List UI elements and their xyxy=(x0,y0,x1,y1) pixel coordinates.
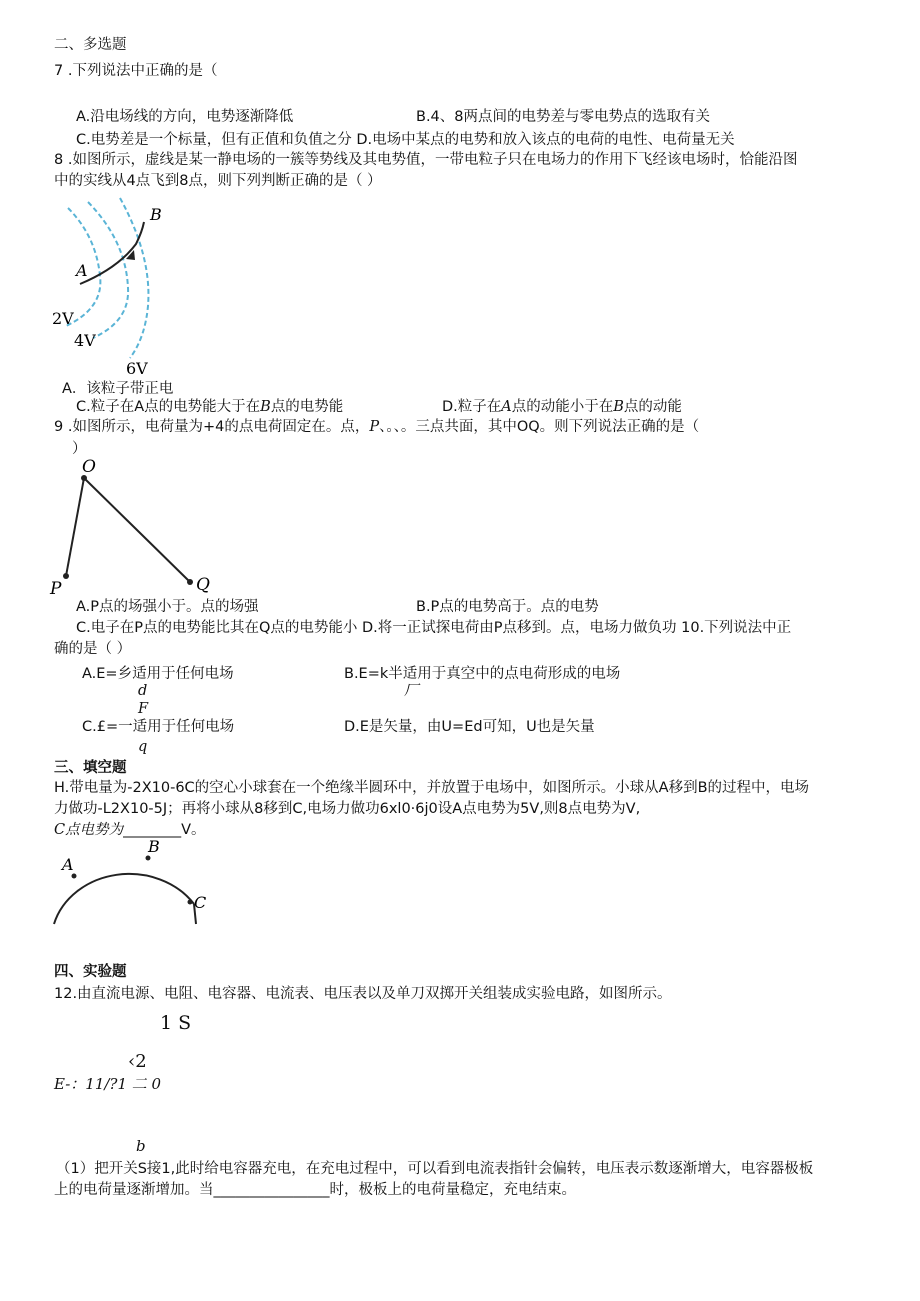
q11-stem-line3: C点电势为________V。 xyxy=(54,822,206,838)
q8-stem-line1: 8 .如图所示，虚线是某一静电场的一簇等势线及其电势值，一带电粒子只在电场力的作用下飞经该电场时，恰能沿图 xyxy=(54,152,798,168)
q10-option-b: B.E=k半适用于真空中的点电荷形成的电场 xyxy=(344,666,621,682)
q10-option-a: A.E=乡适用于任何电场 xyxy=(82,666,234,682)
q12-part1-line1: （1）把开关S接1,此时给电容器充电，在充电过程中，可以看到电流表指针会偏转，电压表示数逐渐增大，电容器极板 xyxy=(56,1161,814,1177)
circuit-label-2: ‹2 xyxy=(128,1051,147,1072)
semicircle-figure xyxy=(48,838,218,928)
label-4v: 4V xyxy=(74,331,96,350)
q10-stem-end: 确的是（ ） xyxy=(54,641,132,657)
circuit-label-b: b xyxy=(136,1137,146,1155)
particle-trajectory xyxy=(80,222,144,284)
q12-stem: 12.由直流电源、电阻、电容器、电流表、电压表以及单刀双掷开关组装成实验电路，如图所示。 xyxy=(54,986,672,1002)
q9-stem-line1: 9 .如图所示，电荷量为+4的点电荷固定在。点，P、。、。三点共面，其中OQ。则下列说法正确的是（ xyxy=(54,419,700,435)
semicircle-ring xyxy=(54,874,194,924)
label-a: A xyxy=(62,855,74,874)
point-p xyxy=(63,573,69,579)
point-b xyxy=(146,856,151,861)
label-a: A xyxy=(76,261,88,280)
section-heading-fill-blank: 三、填空题 xyxy=(54,760,127,776)
label-q: Q xyxy=(196,575,210,595)
q8-stem-line2: 中的实线从4点飞到8点，则下列判断正确的是（ ） xyxy=(54,173,382,189)
circuit-label-1s: 1 S xyxy=(160,1012,192,1034)
q7-option-b: B.4、8两点间的电势差与零电势点的选取有关 xyxy=(416,109,711,125)
opq-figure xyxy=(48,456,228,598)
q10-option-a-sub: d xyxy=(138,683,148,699)
label-p: P xyxy=(50,579,62,599)
equipotential-figure xyxy=(48,196,188,376)
segment-op xyxy=(66,478,84,576)
label-b: B xyxy=(150,205,162,224)
label-c: C xyxy=(194,893,207,912)
q8-option-c: C.粒子在A点的电势能大于在B点的电势能 xyxy=(76,399,344,415)
q8-option-a: A．该粒子带正电 xyxy=(62,381,174,397)
q7-option-a: A.沿电场线的方向，电势逐渐降低 xyxy=(76,109,294,125)
q12-part1-line2: 上的电荷量逐渐增加。当________________时，极板上的电荷量稳定，充电结束。 xyxy=(54,1182,576,1198)
q10-option-c-top: F xyxy=(138,701,149,717)
label-b: B xyxy=(148,837,160,856)
q9-stem-line2: ） xyxy=(72,441,87,457)
q11-stem-line1: H.带电量为-2X10-6C的空心小球套在一个绝缘半圆环中，并放置于电场中，如图所示。小球从A移到B的过程中，电场 xyxy=(54,780,810,796)
q10-option-c-sub: q xyxy=(138,739,148,755)
label-6v: 6V xyxy=(126,359,148,378)
q9-option-a: A.P点的场强小于。点的场强 xyxy=(76,599,259,615)
section-heading-experiment: 四、实验题 xyxy=(54,964,127,980)
segment-oq xyxy=(84,478,190,582)
circuit-label-row: E-：11/?1 二 0 xyxy=(54,1075,162,1093)
q10-option-d: D.E是矢量，由U=Ed可知，U也是矢量 xyxy=(344,719,595,735)
point-q xyxy=(187,579,193,585)
point-a xyxy=(72,874,77,879)
q8-option-d: D.粒子在A点的动能小于在B点的动能 xyxy=(442,399,682,415)
section-heading-multiple-choice: 二、多选题 xyxy=(54,37,127,53)
q11-answer-blank: ________ xyxy=(123,822,182,838)
q10-option-b-sub: 厂 xyxy=(404,683,419,699)
q11-stem-line2: 力做功-L2X10-5J；再将小球从8移到C,电场力做功6xl0·6j0设A点电势为5V,则8点电势为V, xyxy=(54,801,641,817)
q7-option-c-d: C.电势差是一个标量，但有正值和负值之分 D.电场中某点的电势和放入该点的电荷的电性、电荷量无关 xyxy=(76,132,735,148)
equipotential-line-6v xyxy=(120,198,148,358)
label-o: O xyxy=(82,457,96,477)
point-c xyxy=(188,900,193,905)
label-2v: 2V xyxy=(52,309,74,328)
q7-stem: 7 .下列说法中正确的是（ xyxy=(54,63,218,79)
q10-option-c: C.£=一适用于任何电场 xyxy=(82,719,235,735)
q9-option-c-d-q10-stem: C.电子在P点的电势能比其在Q点的电势能小 D.将一正试探电荷由P点移到。点，电场力做负功 10.下列说法中正 xyxy=(76,620,792,636)
q12-answer-blank: ________________ xyxy=(213,1182,330,1198)
q9-option-b: B.P点的电势高于。点的电势 xyxy=(416,599,599,615)
